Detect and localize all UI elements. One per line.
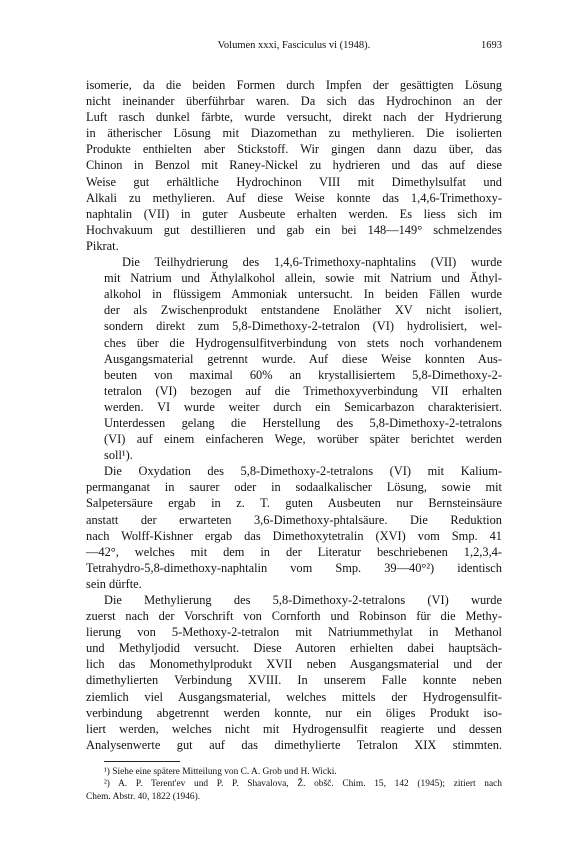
page-number: 1693 — [481, 40, 502, 51]
paragraph-2 — [86, 254, 502, 463]
running-header — [86, 40, 502, 56]
text-line: liert werden, welches nicht mit Hydrogensulfit reagierte und dessen — [86, 721, 502, 736]
text-line: anstatt der erwarteten 3,6-Dimethoxy-phtalsäure. Die Reduktion — [86, 512, 502, 527]
text-line: der als Zwischenprodukt entstandene Enoläther XV nicht isoliert, — [104, 303, 502, 318]
text-line: Hochvakuum gut destillieren und gab ein bei 148—149° schmelzendes — [86, 222, 502, 237]
text-line: Ausgangsmaterial getrennt wurde. Auf diese Weise konnten Aus- — [104, 351, 502, 366]
paragraph-1 — [86, 77, 502, 254]
text-line: alkohol in flüssigem Ammoniak untersucht. In beiden Fällen wurde — [104, 287, 502, 302]
text-line: naphtalin (VII) in guter Ausbeute erhalten werden. Es liess sich im — [86, 206, 502, 221]
text-line: permanganat in saurer oder in sodaalkalischer Lösung, sowie mit — [86, 480, 502, 495]
text-line: Alkali zu methylieren. Auf diese Weise konnte das 1,4,6-Trimethoxy- — [86, 190, 502, 205]
text-line: Produkte enthielten aber Stickstoff. Wir gingen dann dazu über, das — [86, 142, 502, 157]
text-line: Die Oxydation des 5,8-Dimethoxy-2-tetralons (VI) mit Kalium- — [104, 464, 502, 479]
text-line: Die Methylierung des 5,8-Dimethoxy-2-tetralons (VI) wurde — [104, 593, 502, 607]
text-line: und Methyljodid versucht. Diese Autoren erhielten dabei hauptsäch- — [86, 641, 502, 656]
text-line: Salpetersäure ergab in z. T. guten Ausbeuten nur Bernsteinsäure — [86, 496, 502, 511]
text-line: sondern direkt zum 5,8-Dimethoxy-2-tetralon (VI) hydrolisiert, wel- — [104, 319, 502, 334]
text-line: Unterdessen gelang die Herstellung des 5,8-Dimethoxy-2-tetralons — [104, 415, 502, 430]
text-line: —42°, welches mit dem in der Literatur beschriebenen 1,2,3,4- — [86, 544, 502, 559]
paragraph-3 — [86, 463, 502, 592]
text-line: Tetrahydro-5,8-dimethoxy-naphtalin vom Smp. 39—40°²) identisch — [86, 560, 502, 575]
text-line: nach Wolff-Kishner ergab das Dimethoxytetralin (XVI) vom Smp. 41 — [86, 528, 502, 543]
text-line: ziemlich viel Ausgangsmaterial, welches mittels der Hydrogensulfit- — [86, 689, 502, 704]
text-line: mit Natrium und Äthylalkohol allein, sowie mit Natrium und Äthyl- — [104, 271, 502, 286]
text-line: zuerst nach der Vorschrift von Cornforth und Robinson für die Methy- — [86, 609, 502, 624]
text-line: ches über die Hydrogensulfitverbindung von stets noch vorhandenem — [104, 335, 502, 350]
text-line: in ätherischer Lösung mit Diazomethan zu methylieren. Die isolierten — [86, 126, 502, 141]
text-line: sein dürfte. — [86, 576, 142, 591]
text-line: Pikrat. — [86, 238, 119, 253]
text-line: lich das Monomethylprodukt XVII neben Ausgangsmaterial und der — [86, 657, 502, 672]
footnotes — [86, 766, 502, 803]
footnote-1: ¹) Siehe eine spätere Mitteilung von C. A. Grob und H. Wicki. — [104, 766, 337, 777]
text-line: nicht ineinander überführbar waren. Da sich das Hydrochinon an der — [86, 94, 502, 109]
text-line: soll¹). — [104, 448, 133, 463]
journal-volume-title: Volumen xxxi, Fasciculus vi (1948). — [217, 40, 371, 51]
text-line: dimethylierten Verbindung XVIII. In unserem Falle konnte neben — [86, 673, 502, 688]
text-line: lierung von 5-Methoxy-2-tetralon mit Natriummethylat in Methanol — [86, 625, 502, 640]
text-line: verbindung abgetrennt werden konnte, nur ein öliges Produkt iso- — [86, 705, 502, 720]
text-line: Luft rasch dunkel färbte, wurde versucht, direkt nach der Hydrierung — [86, 110, 502, 125]
text-line: Analysenwerte gut auf das dimethylierte Tetralon XIX stimmten. — [86, 737, 502, 752]
text-line: werden. VI wurde weiter durch ein Semicarbazon charakterisiert. — [104, 399, 502, 414]
footnote-2: ²) A. P. Terent'ev und P. P. Shavalova, Ž. obšč. Chim. 15, 142 (1945); zitiert nach — [104, 779, 502, 790]
footnote-divider — [104, 761, 180, 762]
text-line: Weise gut erhältliche Hydrochinon VIII mit Dimethylsulfat und — [86, 174, 502, 189]
text-line: Die Teilhydrierung des 1,4,6-Trimethoxy-naphtalins (VII) wurde — [122, 255, 502, 270]
text-line: isomerie, da die beiden Formen durch Impfen der gesättigten Lösung — [86, 78, 502, 92]
page — [86, 40, 502, 803]
text-line: tetralon (VI) bezogen auf die Trimethoxyverbindung VII erhalten — [104, 383, 502, 398]
text-line: beuten von maximal 60% an krystallisiertem 5,8-Dimethoxy-2- — [104, 367, 502, 382]
paragraph-4 — [86, 592, 502, 753]
text-line: (VI) auf einem einfacheren Wege, worüber später berichtet werden — [104, 432, 502, 447]
body-text — [86, 77, 502, 753]
text-line: Chinon in Benzol mit Raney-Nickel zu hydrieren und das auf diese — [86, 158, 502, 173]
footnote-2-continued: Chem. Abstr. 40, 1822 (1946). — [86, 791, 201, 802]
